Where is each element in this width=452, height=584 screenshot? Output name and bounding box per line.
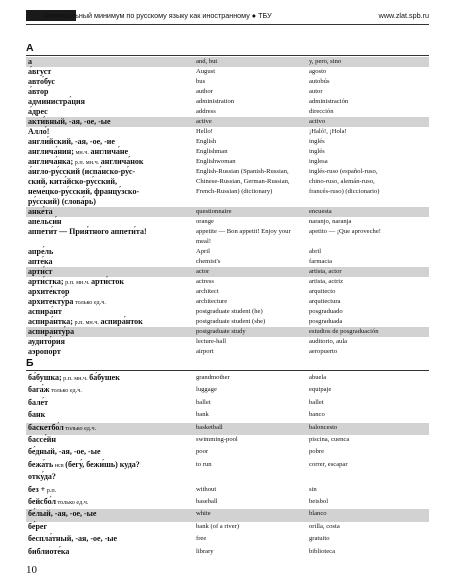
russian-term [28, 77, 208, 87]
header-url: www.zlat.spb.ru [378, 11, 429, 20]
spanish-translation: chino-ruso, alemán-ruso, [309, 178, 375, 185]
table-row [26, 97, 429, 107]
english-translation: grandmother [196, 374, 230, 381]
english-translation: swimming-pool [196, 436, 238, 443]
term-main: аспира́нт [28, 307, 62, 316]
table-row [26, 327, 429, 337]
table-row [26, 287, 429, 297]
russian-term [28, 187, 208, 197]
english-translation: French-Russian) (dictionary) [196, 188, 273, 195]
term-form: англича́нок [100, 157, 144, 166]
russian-term [28, 307, 208, 317]
term-main: аэропо́рт [28, 347, 61, 356]
table-row [26, 237, 429, 247]
table-row [26, 57, 429, 67]
table-row [26, 197, 429, 207]
english-translation: English [196, 138, 217, 145]
term-main: администра́ция [28, 97, 85, 106]
grammar-note: только ед.ч. [63, 424, 97, 432]
russian-term [28, 247, 208, 257]
term-main: авто́бус [28, 77, 55, 86]
table-row [26, 337, 429, 347]
russian-term [28, 137, 208, 147]
spanish-translation: naranjo, naranja [309, 218, 352, 225]
spanish-translation: auditorio, aula [309, 338, 348, 345]
spanish-translation: aeropuerto [309, 348, 338, 355]
russian-term [28, 447, 208, 457]
term-form: арти́сток [91, 277, 124, 286]
term-main: бе́дный, -ая, -ое, -ые [28, 447, 101, 457]
english-translation: postgraduate study [196, 328, 246, 335]
table-row [26, 317, 429, 327]
term-main: арти́ст [28, 267, 53, 276]
spanish-translation: orilla, costa [309, 522, 340, 530]
grammar-note: р.п. мн.ч. [73, 159, 101, 166]
english-translation: questionnaire [196, 208, 232, 215]
table-row [26, 257, 429, 267]
english-translation: airport [196, 348, 214, 355]
term-main: акти́вный, -ая, -ое, -ые [28, 117, 111, 126]
russian-term [28, 398, 208, 408]
english-translation: April [196, 248, 210, 255]
english-translation: appetite — Bon appetit! Enjoy your [196, 228, 291, 235]
term-main: апте́ка [28, 257, 53, 266]
spanish-translation: pobre [309, 448, 325, 456]
russian-term [28, 327, 208, 337]
spanish-translation: abuela [309, 374, 327, 381]
english-translation: English-Russian (Spanish-Russian, [196, 168, 289, 175]
table-row [26, 187, 429, 197]
header-rule [26, 24, 429, 25]
term-main: анке́та [28, 207, 53, 216]
term-main: а́дрес [28, 107, 48, 116]
section-a-rule [26, 55, 429, 56]
spanish-translation: encuesta [309, 208, 332, 215]
english-translation: chemist's [196, 258, 221, 265]
section-b-rule [26, 370, 429, 371]
russian-term [28, 423, 208, 434]
term-main: бежа́ть [28, 459, 54, 469]
english-translation: baseball [196, 498, 218, 505]
term-main: апельси́н [28, 217, 62, 226]
english-translation: white [196, 510, 211, 518]
table-row [26, 497, 429, 509]
spanish-translation: gratuito [309, 535, 330, 543]
russian-term [28, 337, 208, 347]
russian-term [28, 267, 208, 277]
spanish-translation: inglés [309, 148, 325, 155]
term-main: арти́стка; [28, 277, 64, 286]
table-row [26, 460, 429, 472]
running-header [26, 10, 429, 22]
russian-term [28, 117, 208, 127]
spanish-translation: arquitecto [309, 288, 336, 295]
table-row [26, 107, 429, 117]
russian-term [28, 67, 208, 77]
russian-term [28, 57, 208, 67]
term-main: бейсбо́л [28, 497, 56, 506]
table-row [26, 117, 429, 127]
english-translation: to run [196, 460, 212, 468]
table-row [26, 77, 429, 87]
table-row [26, 227, 429, 237]
english-translation: address [196, 108, 216, 115]
english-translation: meal! [196, 238, 212, 245]
section-letter-b: Б [26, 357, 34, 369]
table-row [26, 423, 429, 435]
russian-term [28, 347, 208, 357]
spanish-translation: beisbol [309, 498, 329, 505]
spanish-translation: activo [309, 118, 326, 125]
english-translation: architect [196, 288, 219, 295]
russian-term [28, 197, 208, 207]
english-translation: free [196, 535, 207, 543]
spanish-translation: inglés [309, 138, 325, 145]
english-translation: library [196, 547, 214, 555]
english-translation: ballet [196, 398, 211, 406]
term-main: а́вгуст [28, 67, 52, 76]
english-translation: August [196, 68, 216, 75]
table-row [26, 217, 429, 227]
table-row [26, 277, 429, 287]
term-main: а́нгло-ру́сский (испа́нско-ру́с- [28, 167, 136, 176]
table-row [26, 167, 429, 177]
term-main: баскетбо́л [28, 422, 64, 432]
spanish-translation: biblioteca [309, 547, 335, 555]
russian-term [28, 373, 208, 384]
english-translation: without [196, 485, 217, 493]
table-row [26, 485, 429, 497]
spanish-translation: dirección [309, 108, 334, 115]
english-translation: actress [196, 278, 214, 285]
english-translation: bus [196, 78, 206, 85]
grammar-note: только ед.ч. [73, 299, 106, 306]
english-translation: basketball [196, 423, 223, 431]
spanish-translation: apetito — ¡Que aproveche! [309, 228, 381, 235]
russian-term [28, 435, 208, 445]
spanish-translation: abril [309, 248, 322, 255]
term-main: бале́т [28, 397, 49, 407]
spanish-translation: autor [309, 88, 323, 95]
term-main: бе́рег [28, 521, 48, 531]
spanish-translation: inglés-ruso (español-ruso, [309, 168, 378, 175]
spanish-translation: posgraduado [309, 308, 343, 315]
spanish-translation: inglesa [309, 158, 328, 165]
russian-term [28, 207, 208, 217]
russian-term [28, 472, 208, 482]
table-row [26, 137, 429, 147]
term-main: англича́нка; [28, 157, 74, 166]
table-row [26, 177, 429, 187]
grammar-note: р.п. мн.ч. [61, 375, 90, 382]
russian-term [28, 287, 208, 297]
table-row [26, 67, 429, 77]
table-row [26, 147, 429, 157]
term-main: ский, кита́йско-ру́сский, [28, 177, 117, 186]
term-main: аспира́нтка; [28, 317, 73, 326]
grammar-note: р.п. [45, 486, 57, 494]
section-letter-a: А [26, 42, 34, 54]
russian-term [28, 485, 208, 496]
grammar-note: только ед.ч. [55, 499, 89, 506]
russian-term [28, 167, 208, 177]
term-main: бага́ж [28, 385, 50, 395]
table-row [26, 385, 429, 397]
english-translation: postgraduate student (she) [196, 318, 266, 325]
table-row [26, 435, 429, 447]
english-translation: lecture-hall [196, 338, 227, 345]
term-main: без + [28, 484, 46, 494]
term-main: аспиранту́ра [28, 327, 75, 336]
term-main: неме́цко-ру́сский, францу́зско- [28, 187, 140, 196]
spanish-translation: arquitectura [309, 298, 341, 305]
term-main: Алло́! [28, 127, 50, 136]
english-translation: author [196, 88, 213, 95]
spanish-translation: baloncesto [309, 423, 338, 431]
english-translation: actor [196, 268, 210, 275]
term-main: архите́ктор [28, 287, 70, 296]
english-translation: administration [196, 98, 235, 105]
russian-term [28, 107, 208, 117]
english-translation: active [196, 118, 212, 125]
spanish-translation: correr, escapar [309, 460, 348, 468]
spanish-translation: artista, actor [309, 268, 342, 275]
english-translation: bank (of a river) [196, 522, 240, 530]
grammar-note: только ед.ч. [49, 387, 82, 395]
page-number: 10 [26, 564, 37, 576]
russian-term [28, 410, 208, 420]
spanish-translation: piscina, cuenca [309, 436, 350, 443]
spanish-translation: agosto [309, 68, 327, 75]
english-translation: orange [196, 218, 214, 225]
table-row [26, 447, 429, 459]
grammar-note: мн.ч. [73, 149, 91, 156]
term-main: ру́сский) (слова́рь) [28, 197, 96, 206]
grammar-note: р.п. мн.ч. [63, 279, 92, 286]
spanish-translation: farmacia [309, 258, 333, 265]
russian-term [28, 547, 208, 557]
term-form: англича́не [90, 147, 129, 156]
grammar-note: нсв [53, 461, 66, 469]
russian-term [28, 227, 208, 237]
term-main: ба́бушка; [28, 373, 62, 382]
table-row [26, 347, 429, 357]
spanish-translation: banco [309, 411, 325, 419]
english-translation: poor [196, 448, 209, 456]
english-translation: architecture [196, 298, 228, 305]
table-row [26, 87, 429, 97]
term-main: англи́йский, -ая, -ое, -ие [28, 137, 115, 146]
spanish-translation: administración [309, 98, 349, 105]
spanish-translation: sin [309, 485, 317, 493]
term-main: апре́ль [28, 247, 54, 256]
table-row [26, 509, 429, 521]
spanish-translation: blanco [309, 510, 327, 518]
table-row [26, 267, 429, 277]
term-main: аудито́рия [28, 337, 65, 346]
table-row [26, 127, 429, 137]
spanish-translation: estudios de posgraduación [309, 328, 379, 335]
russian-term [28, 522, 208, 532]
spanish-translation: equipaje [309, 386, 332, 394]
term-main: отку́да? [28, 472, 56, 482]
spanish-translation: francés-ruso) (diccionario) [309, 188, 380, 195]
term-main: а́втор [28, 87, 49, 96]
table-row [26, 373, 429, 385]
table-row [26, 297, 429, 307]
term-main: бассе́йн [28, 435, 56, 444]
spanish-translation: artista, actriz [309, 278, 344, 285]
table-row [26, 247, 429, 257]
term-form: ба́бушек [89, 373, 120, 382]
term-main: библиоте́ка [28, 546, 70, 556]
english-translation: Englishwoman [196, 158, 236, 165]
table-row [26, 157, 429, 167]
header-title: Минимальный минимум по русскому языку как иностранному ● ТБУ [44, 11, 272, 20]
english-translation: luggage [196, 386, 217, 394]
term-main: англича́нин; [28, 147, 74, 156]
russian-term [28, 177, 208, 187]
table-row [26, 398, 429, 410]
russian-term [28, 127, 208, 137]
russian-term [28, 257, 208, 267]
english-translation: Englishman [196, 148, 228, 155]
term-main: архитекту́ра [28, 297, 74, 306]
table-row [26, 307, 429, 317]
table-row [26, 410, 429, 422]
term-main: аппети́т — Прия́тного аппети́та! [28, 227, 147, 236]
term-main: а [28, 57, 32, 66]
table-row [26, 207, 429, 217]
russian-term [28, 97, 208, 107]
russian-term [28, 460, 208, 471]
russian-term [28, 217, 208, 227]
term-main: бе́лый, -ая, -ое, -ые [28, 509, 97, 519]
russian-term [28, 87, 208, 97]
table-row [26, 547, 429, 559]
table-row [26, 472, 429, 484]
russian-term [28, 534, 208, 544]
table-row [26, 534, 429, 546]
english-translation: bank [196, 411, 209, 419]
russian-term [28, 385, 208, 396]
term-main: банк [28, 410, 46, 420]
english-translation: and, but [196, 58, 218, 65]
term-form: аспира́нток [100, 317, 143, 326]
table-row [26, 522, 429, 534]
spanish-translation: ballet [309, 398, 324, 406]
spanish-translation: ¡Haló!, ¡Hola! [309, 128, 347, 135]
english-translation: Hello! [196, 128, 213, 135]
russian-term [28, 497, 208, 508]
spanish-translation: posgraduada [309, 318, 343, 325]
english-translation: postgraduate student (he) [196, 308, 263, 315]
english-translation: Chinese-Russian, German-Russian, [196, 178, 290, 185]
term-form: (бегу́, бежи́шь) куда? [65, 459, 140, 469]
spanish-translation: autobús [309, 78, 330, 85]
term-main: беспла́тный, -ая, -ое, -ые [28, 534, 118, 544]
grammar-note: р.п. мн.ч. [72, 319, 101, 326]
spanish-translation: y, pero, sino [309, 58, 342, 65]
russian-term [28, 509, 208, 519]
